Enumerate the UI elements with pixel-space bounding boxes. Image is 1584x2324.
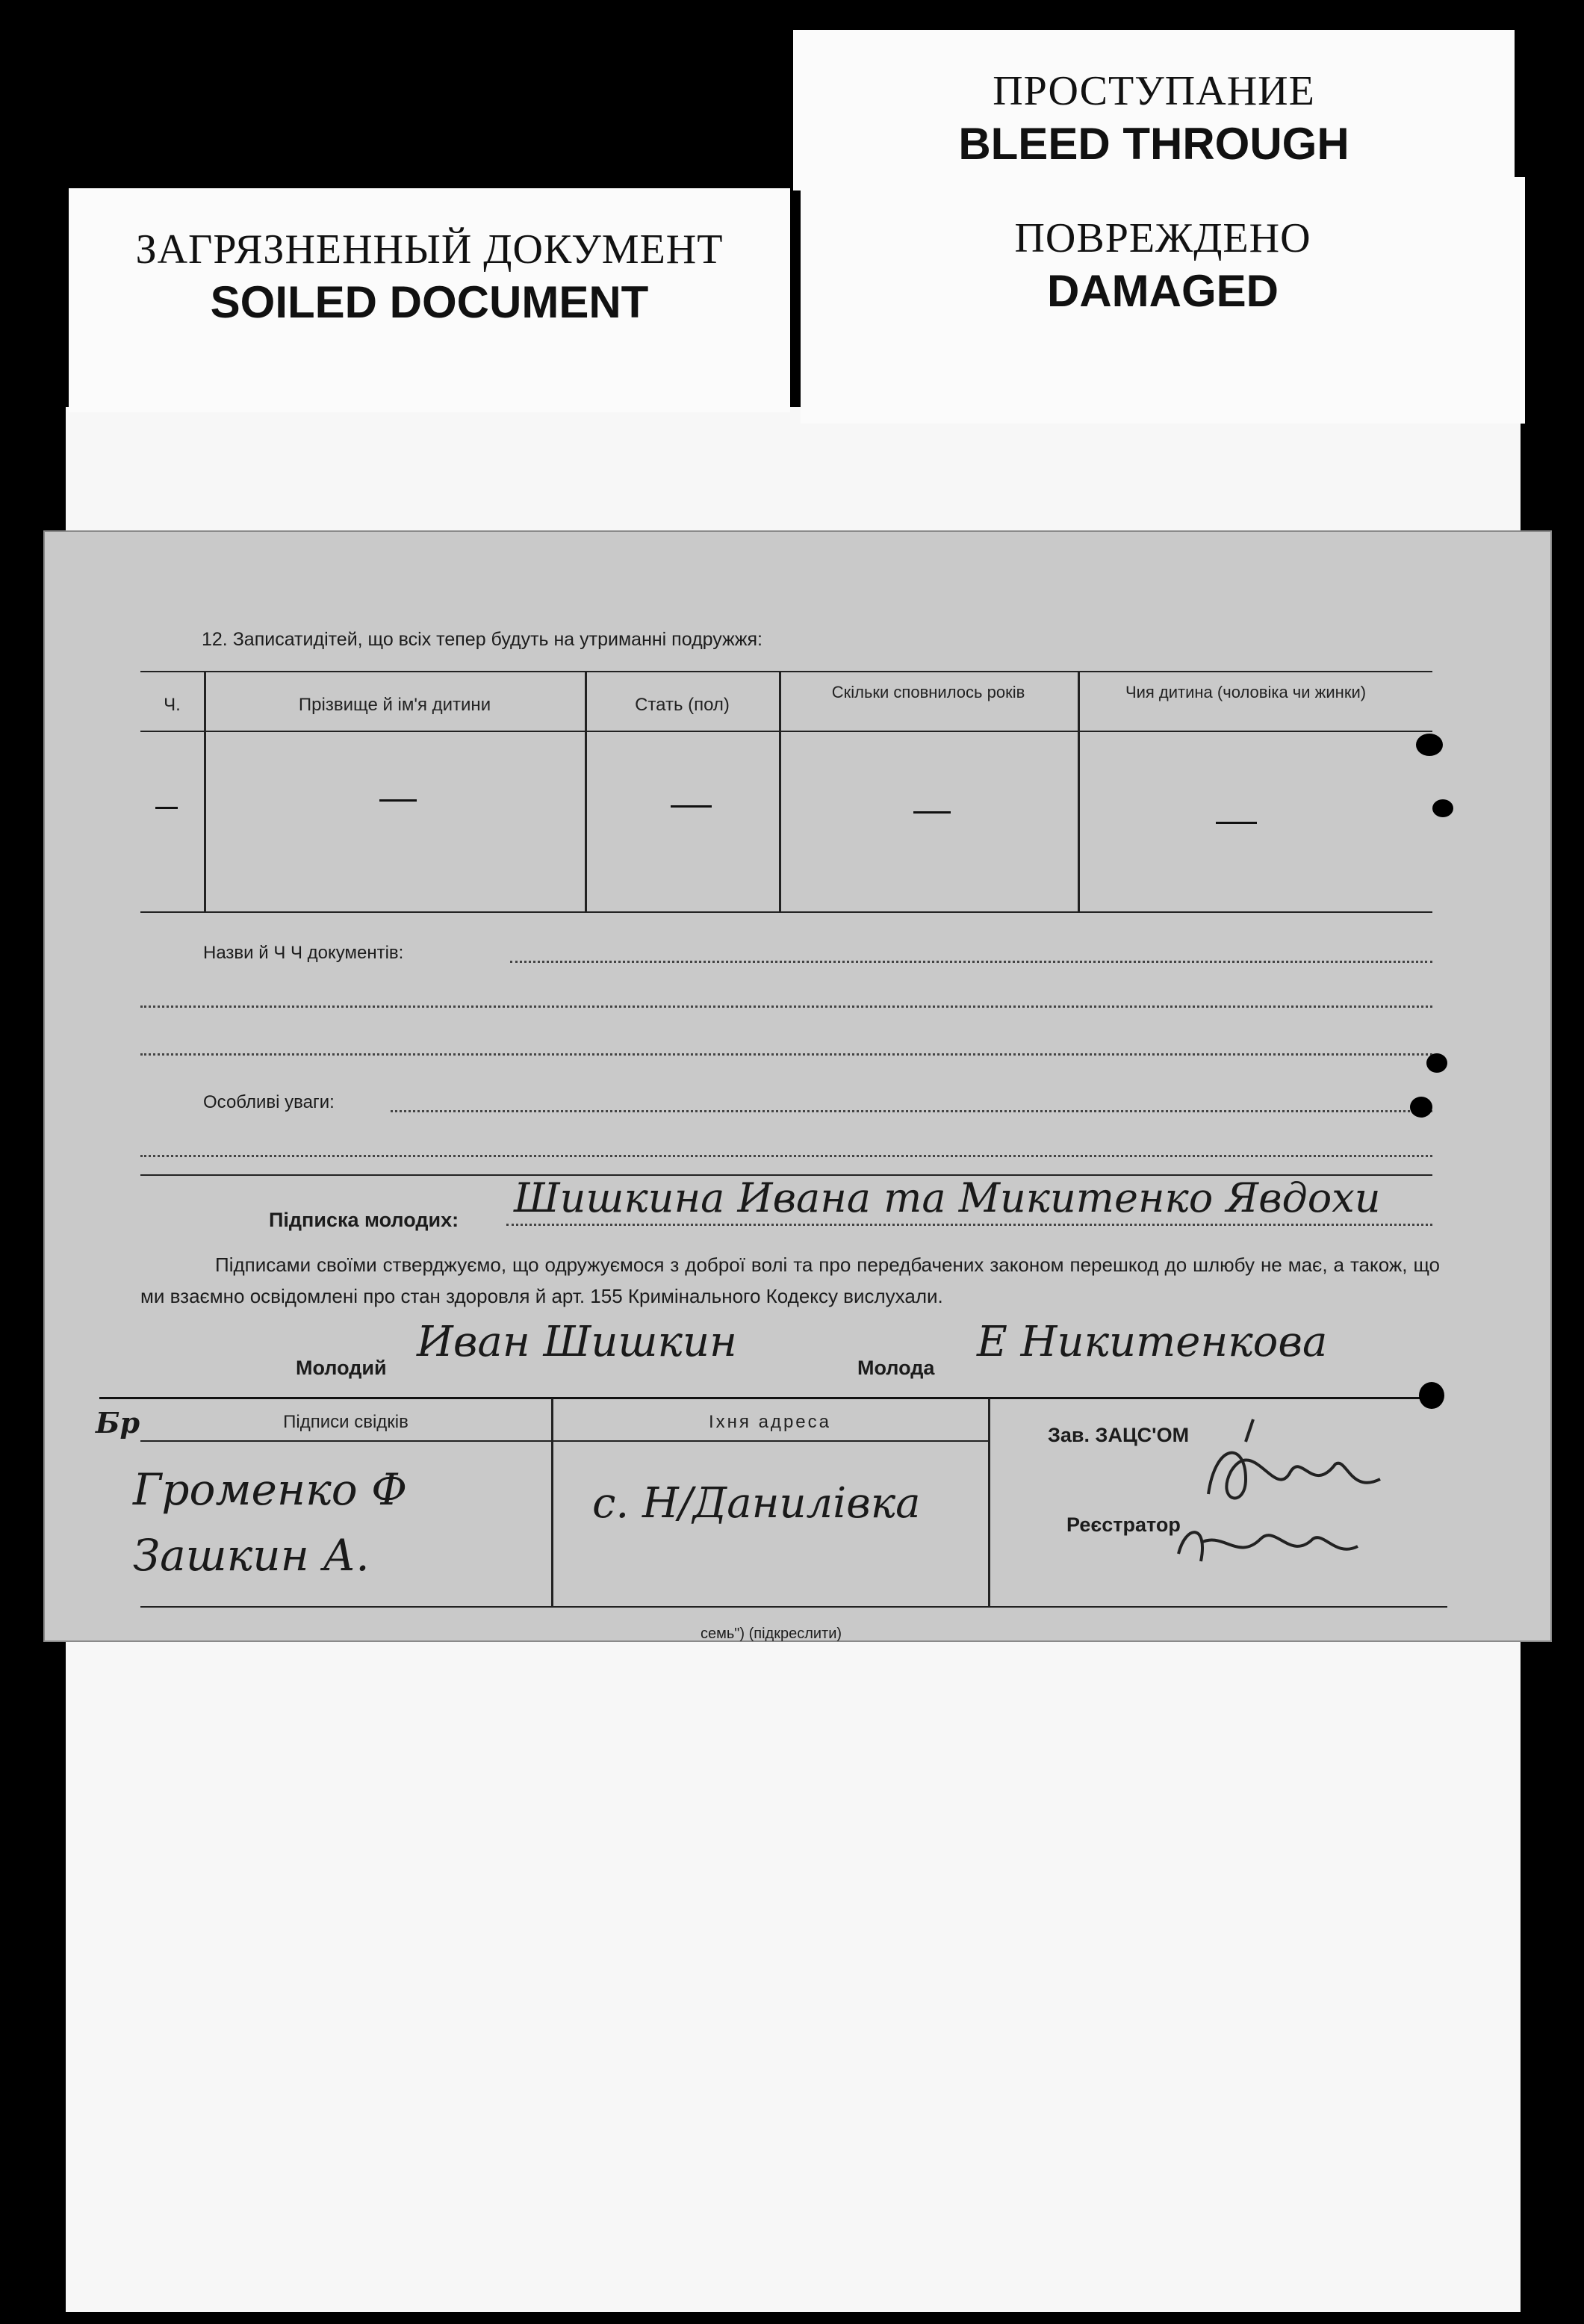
groom-signature: Иван Шишкин bbox=[417, 1318, 737, 1366]
row-age-dash bbox=[913, 811, 951, 814]
bleed-through-slip bbox=[793, 30, 1515, 190]
table-col-divider bbox=[779, 672, 781, 911]
table-header-rule bbox=[140, 731, 1432, 732]
address-header: Іхня адреса bbox=[709, 1412, 831, 1432]
documents-line bbox=[510, 961, 1432, 963]
bleed-through-ru: ПРОСТУПАНИЕ bbox=[993, 68, 1315, 114]
witness-address: с. Н/Данилівка bbox=[592, 1479, 921, 1528]
row-name-dash bbox=[379, 799, 417, 802]
witness-signature-1: Громенко Ф bbox=[133, 1464, 408, 1515]
bride-label: Молода bbox=[857, 1357, 935, 1379]
table-bottom-rule bbox=[140, 911, 1432, 913]
header-number: Ч. bbox=[164, 695, 181, 715]
row-number-dash bbox=[155, 807, 178, 809]
damage-hole bbox=[1416, 734, 1443, 756]
witness-col-divider bbox=[988, 1398, 990, 1606]
corner-mark: Бр bbox=[96, 1406, 140, 1440]
signature-line bbox=[506, 1224, 1432, 1226]
documents-line bbox=[140, 1053, 1432, 1056]
table-top-rule bbox=[140, 671, 1432, 672]
notes-line bbox=[140, 1155, 1432, 1157]
header-whose-child: Чия дитина (чоловіка чи жинки) bbox=[1125, 683, 1367, 701]
soiled-document-en: SOILED DOCUMENT bbox=[210, 277, 649, 327]
witness-header: Підписи свідків bbox=[283, 1412, 409, 1432]
witness-header-rule bbox=[140, 1440, 988, 1442]
damaged-en: DAMAGED bbox=[1047, 266, 1279, 316]
damaged-ru: ПОВРЕЖДЕНО bbox=[1014, 215, 1311, 261]
soiled-document-slip bbox=[69, 188, 790, 412]
head-label: Зав. ЗАЦС'ОМ bbox=[1048, 1424, 1190, 1446]
documents-label: Назви й Ч Ч документів: bbox=[203, 943, 404, 963]
witness-top-rule bbox=[99, 1397, 1444, 1399]
table-col-divider bbox=[1078, 672, 1080, 911]
header-child-name: Прізвище й ім'я дитини bbox=[298, 695, 491, 715]
header-age: Скільки сповнилось років bbox=[831, 683, 1025, 701]
official-signatures bbox=[1164, 1412, 1417, 1591]
bride-signature: Е Никитенкова bbox=[977, 1318, 1328, 1366]
damaged-slip bbox=[801, 177, 1525, 424]
witness-signature-2: Зашкин А. bbox=[133, 1530, 370, 1581]
documents-line bbox=[140, 1005, 1432, 1008]
bottom-edge-text: семь") (підкреслити) bbox=[701, 1626, 842, 1642]
declaration-text: Підписами своїми стверджуємо, що одружуємося з доброї волі та про передбачених законом перешкод до шлюбу не має, а також, що ми взаємно освідомлені про стан здоровля й арт. 155 Кримінального Кодексу вислухали. bbox=[140, 1254, 1440, 1307]
soiled-document-ru: ЗАГРЯЗНЕННЫЙ ДОКУМЕНТ bbox=[135, 226, 724, 273]
groom-label: Молодий bbox=[296, 1357, 387, 1379]
notes-line bbox=[391, 1110, 1432, 1112]
damage-hole bbox=[1426, 1053, 1447, 1073]
section-12-heading: 12. Записатидітей, що всіх тепер будуть на утриманні подружжя: bbox=[202, 629, 763, 650]
damage-hole bbox=[1419, 1382, 1444, 1409]
row-whose-dash bbox=[1216, 822, 1257, 824]
signature-label: Підписка молодих: bbox=[269, 1209, 459, 1231]
marriage-record-card bbox=[43, 530, 1552, 1642]
header-sex: Стать (пол) bbox=[635, 695, 730, 715]
registrar-label: Реєстратор bbox=[1066, 1513, 1181, 1536]
row-sex-dash bbox=[671, 805, 712, 808]
notes-label: Особливі уваги: bbox=[203, 1092, 335, 1112]
witness-bottom-rule bbox=[140, 1606, 1447, 1608]
damage-hole bbox=[1432, 799, 1453, 817]
couple-signature: Шишкина Ивана та Микитенко Явдохи bbox=[514, 1174, 1381, 1221]
bleed-through-en: BLEED THROUGH bbox=[958, 119, 1349, 169]
damage-hole bbox=[1410, 1097, 1432, 1118]
